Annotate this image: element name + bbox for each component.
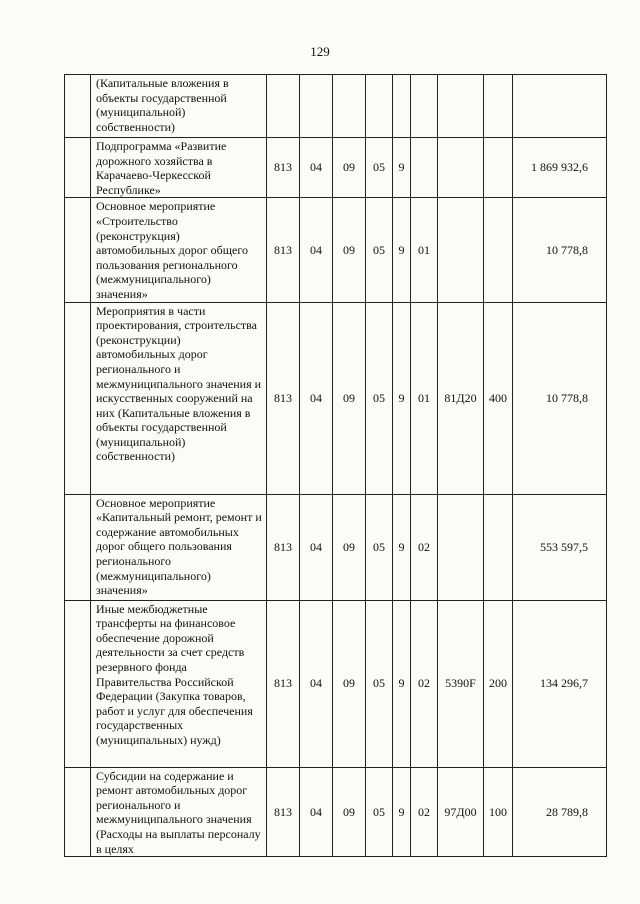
expense-type-cell (484, 198, 513, 302)
item-name-cell: Иные межбюджетные трансферты на финансовое обеспечение дорожной деятельности за счет средств резервного фонда Правительства Российской Федерации (Закупка товаров, работ и услуг для обеспечения государственных (муниципальных) нужд) (91, 600, 267, 767)
row-blank-cell (65, 302, 91, 494)
ministry-code-cell: 813 (267, 494, 300, 600)
expense-type-cell: 100 (484, 767, 513, 857)
subsection-code-cell: 09 (333, 494, 366, 600)
ministry-code-cell (267, 75, 300, 138)
section-code-cell: 04 (300, 302, 333, 494)
subsection-code-cell: 09 (333, 302, 366, 494)
amount-cell (513, 75, 607, 138)
section-code-cell: 04 (300, 198, 333, 302)
page-number: 129 (310, 44, 330, 59)
expense-type-cell: 400 (484, 302, 513, 494)
direction-code-cell (438, 198, 484, 302)
ministry-code-cell: 813 (267, 302, 300, 494)
item-name-cell: Основное мероприятие «Капитальный ремонт, ремонт и содержание автомобильных дорог общего пользования регионального (межмуниципального) значения» (91, 494, 267, 600)
direction-code-cell: 81Д20 (438, 302, 484, 494)
section-code-cell: 04 (300, 600, 333, 767)
direction-code-cell: 5390F (438, 600, 484, 767)
event-code-cell (411, 138, 438, 198)
table-row (65, 75, 607, 138)
budget-table (64, 74, 607, 857)
expense-type-cell: 200 (484, 600, 513, 767)
table-row (65, 600, 607, 767)
program-code-cell: 05 (366, 767, 393, 857)
section-code-cell: 04 (300, 767, 333, 857)
ministry-code-cell: 813 (267, 600, 300, 767)
expense-type-cell (484, 138, 513, 198)
program-code-cell: 05 (366, 198, 393, 302)
item-name-cell: Мероприятия в части проектирования, строительства (реконструкции) автомобильных дорог регионального и межмуниципального значения и искусственных сооружений на них (Капитальные вложения в объекты государственной (муниципальной) собственности) (91, 302, 267, 494)
program-code-cell: 05 (366, 600, 393, 767)
event-code-cell: 02 (411, 767, 438, 857)
section-code-cell: 04 (300, 138, 333, 198)
amount-cell: 553 597,5 (513, 494, 607, 600)
subprogram-code-cell: 9 (393, 767, 411, 857)
subsection-code-cell: 09 (333, 767, 366, 857)
amount-cell: 1 869 932,6 (513, 138, 607, 198)
direction-code-cell: 97Д00 (438, 767, 484, 857)
item-name-cell: Основное мероприятие «Строительство (реконструкция) автомобильных дорог общего пользования регионального (межмуниципального) значения» (91, 198, 267, 302)
subsection-code-cell: 09 (333, 198, 366, 302)
table-row (65, 198, 607, 302)
row-blank-cell (65, 767, 91, 857)
direction-code-cell (438, 494, 484, 600)
ministry-code-cell: 813 (267, 767, 300, 857)
event-code-cell: 01 (411, 302, 438, 494)
row-blank-cell (65, 494, 91, 600)
event-code-cell: 02 (411, 600, 438, 767)
program-code-cell: 05 (366, 302, 393, 494)
row-blank-cell (65, 138, 91, 198)
program-code-cell: 05 (366, 494, 393, 600)
amount-cell: 28 789,8 (513, 767, 607, 857)
subsection-code-cell: 09 (333, 138, 366, 198)
row-blank-cell (65, 600, 91, 767)
event-code-cell: 01 (411, 198, 438, 302)
ministry-code-cell: 813 (267, 138, 300, 198)
item-name-cell: Субсидии на содержание и ремонт автомобильных дорог регионального и межмуниципального значения (Расходы на выплаты персоналу в целях (91, 767, 267, 857)
direction-code-cell (438, 138, 484, 198)
table-row (65, 138, 607, 198)
program-code-cell: 05 (366, 138, 393, 198)
table-row (65, 767, 607, 857)
table-row (65, 302, 607, 494)
row-blank-cell (65, 75, 91, 138)
subsection-code-cell (333, 75, 366, 138)
amount-cell: 10 778,8 (513, 198, 607, 302)
subprogram-code-cell: 9 (393, 494, 411, 600)
section-code-cell (300, 75, 333, 138)
event-code-cell (411, 75, 438, 138)
table-row (65, 494, 607, 600)
subprogram-code-cell: 9 (393, 198, 411, 302)
subprogram-code-cell (393, 75, 411, 138)
section-code-cell: 04 (300, 494, 333, 600)
item-name-cell: (Капитальные вложения в объекты государственной (муниципальной) собственности) (91, 75, 267, 138)
direction-code-cell (438, 75, 484, 138)
subprogram-code-cell: 9 (393, 138, 411, 198)
expense-type-cell (484, 494, 513, 600)
ministry-code-cell: 813 (267, 198, 300, 302)
item-name-cell: Подпрограмма «Развитие дорожного хозяйства в Карачаево-Черкесской Республике» (91, 138, 267, 198)
subprogram-code-cell: 9 (393, 302, 411, 494)
expense-type-cell (484, 75, 513, 138)
row-blank-cell (65, 198, 91, 302)
amount-cell: 134 296,7 (513, 600, 607, 767)
subsection-code-cell: 09 (333, 600, 366, 767)
program-code-cell (366, 75, 393, 138)
amount-cell: 10 778,8 (513, 302, 607, 494)
subprogram-code-cell: 9 (393, 600, 411, 767)
event-code-cell: 02 (411, 494, 438, 600)
